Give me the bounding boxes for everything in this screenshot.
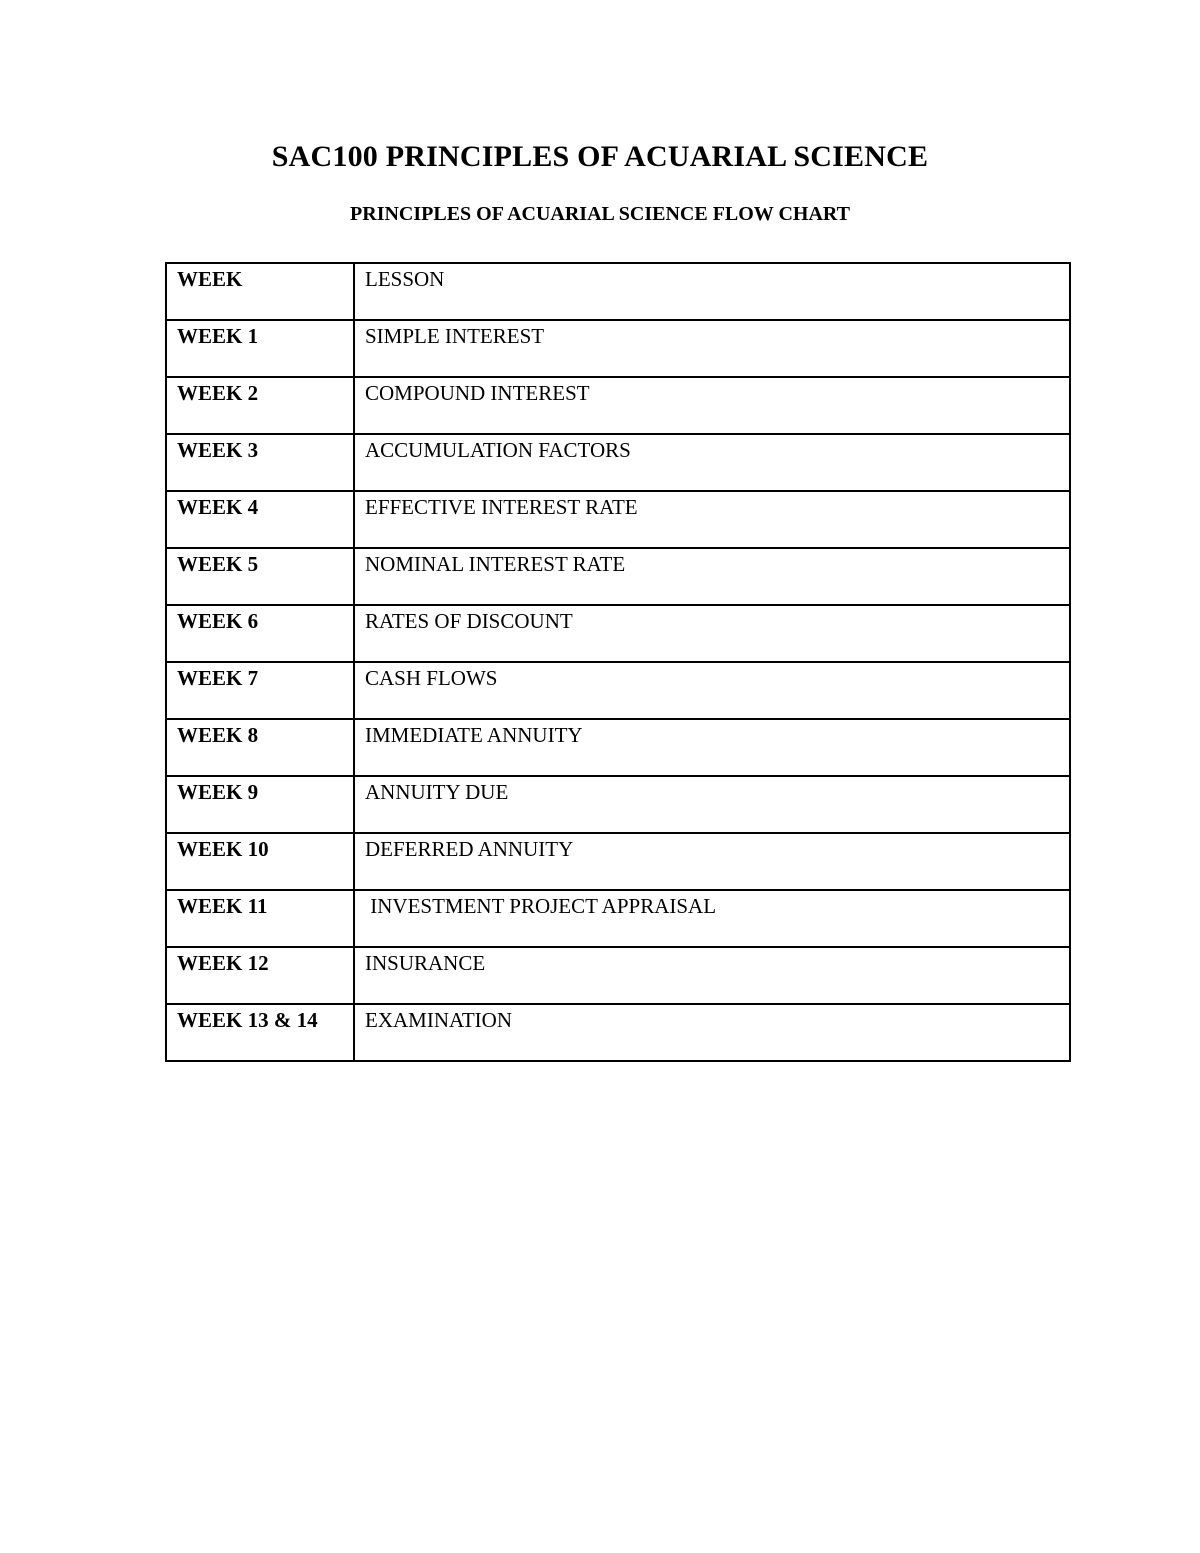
lesson-cell: ANNUITY DUE: [354, 776, 1070, 833]
week-cell: WEEK 1: [166, 320, 354, 377]
table-row: [166, 491, 1070, 548]
lesson-cell: COMPOUND INTEREST: [354, 377, 1070, 434]
week-cell: WEEK 11: [166, 890, 354, 947]
lesson-cell: CASH FLOWS: [354, 662, 1070, 719]
lesson-cell: SIMPLE INTEREST: [354, 320, 1070, 377]
table-row: [166, 719, 1070, 776]
lesson-cell: INVESTMENT PROJECT APPRAISAL: [354, 890, 1070, 947]
table-row: [166, 605, 1070, 662]
schedule-table: [165, 262, 1071, 1062]
table-header-row: [166, 263, 1070, 320]
table-row: [166, 776, 1070, 833]
week-cell: WEEK 7: [166, 662, 354, 719]
table-row: [166, 833, 1070, 890]
lesson-cell: NOMINAL INTEREST RATE: [354, 548, 1070, 605]
lesson-cell: DEFERRED ANNUITY: [354, 833, 1070, 890]
header-lesson: LESSON: [354, 263, 1070, 320]
week-cell: WEEK 9: [166, 776, 354, 833]
lesson-cell: EXAMINATION: [354, 1004, 1070, 1061]
week-cell: WEEK 2: [166, 377, 354, 434]
lesson-cell: RATES OF DISCOUNT: [354, 605, 1070, 662]
table-row: [166, 548, 1070, 605]
header-week: WEEK: [166, 263, 354, 320]
table-row: [166, 377, 1070, 434]
week-cell: WEEK 4: [166, 491, 354, 548]
lesson-cell: IMMEDIATE ANNUITY: [354, 719, 1070, 776]
table-row: [166, 320, 1070, 377]
week-cell: WEEK 13 & 14: [166, 1004, 354, 1061]
document-title: SAC100 PRINCIPLES OF ACUARIAL SCIENCE: [271, 140, 929, 173]
week-cell: WEEK 8: [166, 719, 354, 776]
lesson-cell: INSURANCE: [354, 947, 1070, 1004]
week-cell: WEEK 5: [166, 548, 354, 605]
table-row: [166, 1004, 1070, 1061]
lesson-cell: ACCUMULATION FACTORS: [354, 434, 1070, 491]
week-cell: WEEK 10: [166, 833, 354, 890]
table-row: [166, 947, 1070, 1004]
table-row: [166, 662, 1070, 719]
week-cell: WEEK 12: [166, 947, 354, 1004]
table-row: [166, 434, 1070, 491]
table-row: [166, 890, 1070, 947]
document-subtitle: PRINCIPLES OF ACUARIAL SCIENCE FLOW CHART: [350, 203, 850, 225]
lesson-cell: EFFECTIVE INTEREST RATE: [354, 491, 1070, 548]
schedule-table-body: [166, 263, 1070, 1061]
week-cell: WEEK 3: [166, 434, 354, 491]
week-cell: WEEK 6: [166, 605, 354, 662]
